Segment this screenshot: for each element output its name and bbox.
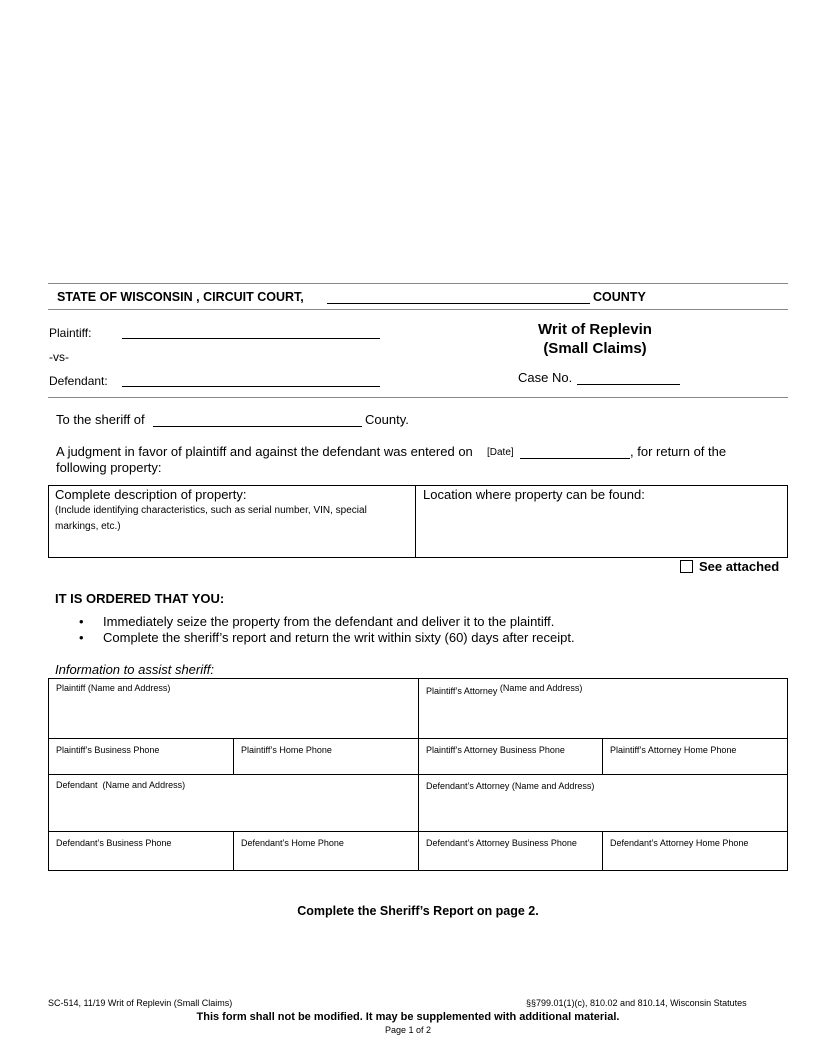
defendant-attorney-home-phone-cell[interactable]: Defendant’s Attorney Home Phone xyxy=(610,838,749,848)
plaintiff-label: Plaintiff: xyxy=(49,326,92,340)
defendant-attorney-cell[interactable]: Defendant’s Attorney (Name and Address) xyxy=(426,781,595,791)
property-description-header: Complete description of property: xyxy=(55,487,247,502)
form-title-line2: (Small Claims) xyxy=(543,340,647,357)
vs-label: -vs- xyxy=(49,350,69,364)
plaintiff-name-field[interactable] xyxy=(122,338,380,339)
header-top-rule xyxy=(48,283,788,284)
plaintiff-attorney-home-phone-cell[interactable]: Plaintiff’s Attorney Home Phone xyxy=(610,745,737,755)
judgment-date-field[interactable] xyxy=(520,458,630,459)
plaintiff-business-phone-cell[interactable]: Plaintiff’s Business Phone xyxy=(56,745,160,755)
order-item-text: Complete the sheriff’s report and return the writ within sixty (60) days after receipt. xyxy=(103,630,575,645)
judgment-date-label: [Date] xyxy=(487,447,514,458)
bullet-icon: • xyxy=(79,614,84,629)
page2-note: Complete the Sheriff’s Report on page 2. xyxy=(297,904,539,918)
plaintiff-home-phone-cell[interactable]: Plaintiff’s Home Phone xyxy=(241,745,332,755)
footer-form-id: SC-514, 11/19 Writ of Replevin (Small Claims) xyxy=(48,998,233,1008)
parties-bottom-rule xyxy=(48,397,788,398)
defendant-name-address-cell[interactable]: Defendant (Name and Address) xyxy=(56,780,186,790)
bullet-icon: • xyxy=(79,630,84,645)
defendant-business-phone-cell[interactable]: Defendant’s Business Phone xyxy=(56,838,172,848)
footer-notice: This form shall not be modified. It may be supplemented with additional material. xyxy=(196,1011,620,1023)
see-attached-label: See attached xyxy=(699,559,780,574)
plaintiff-attorney-suffix: (Name and Address) xyxy=(499,683,583,693)
form-title-line1: Writ of Replevin xyxy=(538,321,652,338)
county-name-field[interactable] xyxy=(327,303,590,304)
property-table-divider xyxy=(415,485,416,558)
plaintiff-name-address-cell[interactable]: Plaintiff (Name and Address) xyxy=(56,683,171,693)
plaintiff-attorney-cell[interactable] xyxy=(419,680,787,696)
footer-page: Page 1 of 2 xyxy=(384,1025,432,1035)
case-no-label: Case No. xyxy=(518,370,573,385)
assist-heading: Information to assist sheriff: xyxy=(55,662,214,677)
property-description-cell[interactable] xyxy=(55,487,410,535)
sheriff-prefix: To the sheriff of xyxy=(56,412,145,427)
sheriff-county-field[interactable] xyxy=(153,426,362,427)
defendant-label: Defendant: xyxy=(49,374,108,388)
header-bottom-rule xyxy=(48,309,788,310)
plaintiff-attorney-prefix: Plaintiff’s Attorney xyxy=(426,686,498,696)
defendant-name-field[interactable] xyxy=(122,386,380,387)
sheriff-suffix: County. xyxy=(365,412,409,427)
order-heading: IT IS ORDERED THAT YOU: xyxy=(55,591,225,606)
defendant-home-phone-cell[interactable]: Defendant’s Home Phone xyxy=(241,838,344,848)
judgment-text: A judgment in favor of plaintiff and against the defendant was entered on xyxy=(56,444,473,459)
judgment-text-after: , for return of the xyxy=(630,444,727,459)
plaintiff-attorney-business-phone-cell[interactable]: Plaintiff’s Attorney Business Phone xyxy=(426,745,565,755)
property-location-cell[interactable]: Location where property can be found: xyxy=(423,487,645,502)
court-heading xyxy=(57,290,304,304)
case-no-field[interactable] xyxy=(577,384,680,385)
judgment-text-line2: following property: xyxy=(56,460,162,475)
property-description-hint: (Include identifying characteristics, such as serial number, VIN, special markings, etc.) xyxy=(55,505,367,532)
footer-statutes: §§799.01(1)(c), 810.02 and 810.14, Wisconsin Statutes xyxy=(526,998,747,1008)
form-title xyxy=(480,320,710,358)
county-suffix: COUNTY xyxy=(593,290,646,304)
order-item-text: Immediately seize the property from the defendant and deliver it to the plaintiff. xyxy=(103,614,555,629)
court-prefix: STATE OF WISCONSIN , CIRCUIT COURT, xyxy=(57,290,304,304)
see-attached-checkbox[interactable] xyxy=(680,560,693,573)
defendant-attorney-business-phone-cell[interactable]: Defendant’s Attorney Business Phone xyxy=(426,838,577,848)
